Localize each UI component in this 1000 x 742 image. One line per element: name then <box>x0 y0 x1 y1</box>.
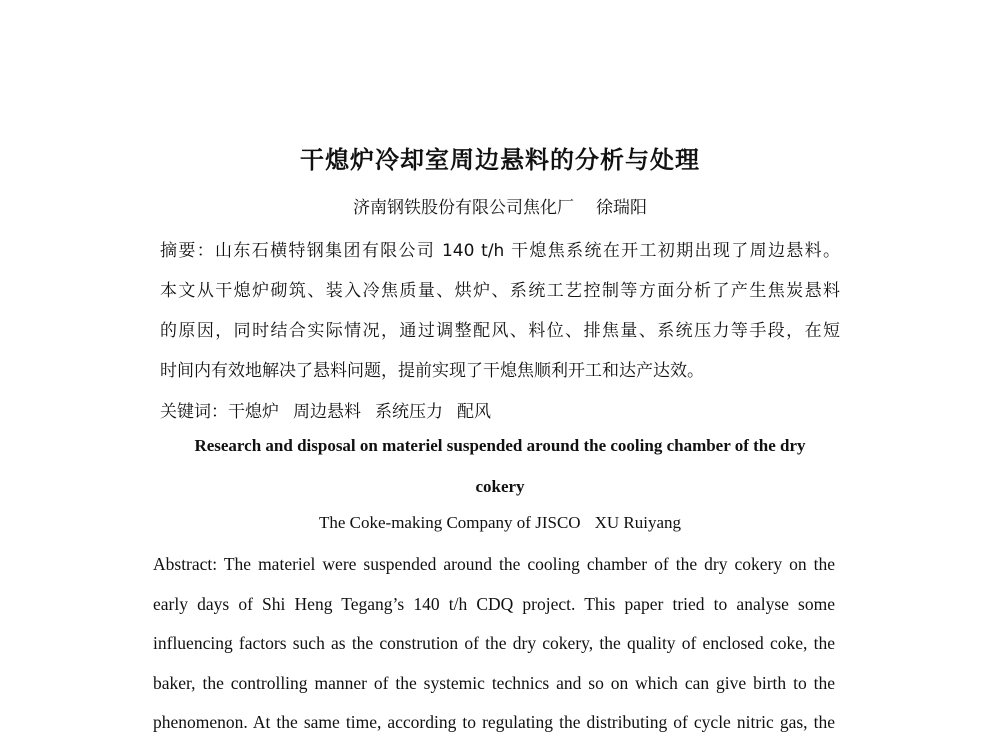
title-en-line: Research and disposal on materiel suspended around the cooling chamber of the dry <box>194 436 806 455</box>
affiliation-cn: 济南钢铁股份有限公司焦化厂 <box>353 198 574 218</box>
abstract-cn-line: 本文从干熄炉砌筑、装入冷焦质量、烘炉、系统工艺控制等方面分析了产生焦炭悬料 <box>160 281 840 301</box>
abstract-en-line: influencing factors such as the constrution of the dry cokery, the quality of enclosed coke, the <box>153 633 835 653</box>
affiliation-en: The Coke-making Company of JISCO <box>318 513 581 532</box>
keyword: 周边悬料 <box>293 402 361 422</box>
affiliation-line-en <box>0 513 1000 533</box>
abstract-cn-line: 的原因，同时结合实际情况，通过调整配风、料位、排焦量、系统压力等手段，在短 <box>160 321 840 341</box>
keywords-label-cn: 关键词： <box>160 402 228 422</box>
abstract-en-line: Abstract: The materiel were suspended around the cooling chamber of the dry cokery on the <box>153 554 835 574</box>
keyword: 配风 <box>457 402 491 422</box>
keyword: 系统压力 <box>375 402 443 422</box>
title-cn: 干熄炉冷却室周边悬料的分析与处理 <box>300 146 700 174</box>
affiliation-line-cn <box>0 193 1000 218</box>
abstract-en-line: early days of Shi Heng Tegang’s 140 t/h CDQ project. This paper tried to analyse some <box>153 594 835 614</box>
title-en-line: cokery <box>475 477 525 496</box>
author-cn: 徐瑞阳 <box>596 198 647 218</box>
author-en: XU Ruiyang <box>594 513 681 532</box>
abstract-cn-line: 摘要：山东石横特钢集团有限公司 140 t/h 干熄焦系统在开工初期出现了周边悬料。 <box>160 241 840 261</box>
keywords-cn <box>160 397 840 422</box>
abstract-en-line: baker, the controlling manner of the systemic technics and so on which can give birth to the <box>153 673 835 693</box>
abstract-en-line: phenomenon. At the same time, according to regulating the distributing of cycle nitric gas, the <box>153 712 835 732</box>
keyword: 干熄炉 <box>228 402 279 422</box>
abstract-cn-line: 时间内有效地解决了悬料问题，提前实现了干熄焦顺利开工和达产达效。 <box>160 361 704 381</box>
